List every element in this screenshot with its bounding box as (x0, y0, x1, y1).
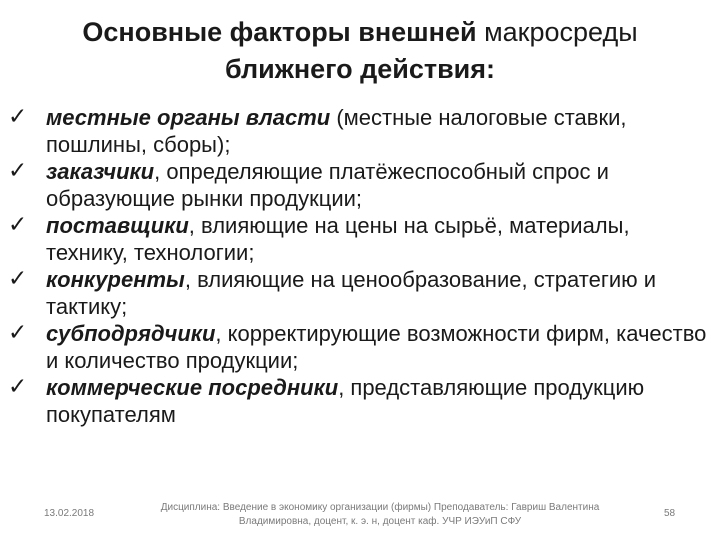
factor-description: , корректирующие возможности фирм, качество и количество продукции; (46, 321, 707, 373)
slide-title (40, 14, 680, 88)
list-item (8, 104, 708, 158)
factor-term: субподрядчики (46, 321, 216, 346)
slide-title-bold: Основные факторы внешней (82, 17, 477, 47)
factor-description: , представляющие продукцию покупателям (46, 375, 645, 427)
list-item (8, 374, 708, 428)
factor-term: местные органы власти (46, 105, 331, 130)
list-item (8, 266, 708, 320)
checkmark-icon: ✓ (8, 320, 28, 346)
list-item (8, 212, 708, 266)
factor-term: поставщики (46, 213, 189, 238)
factor-description: (местные налоговые ставки, пошлины, сборы); (46, 105, 627, 157)
factor-term: коммерческие посредники (46, 375, 339, 400)
factor-description: , влияющие на ценообразование, стратегию и тактику; (46, 267, 657, 319)
checkmark-icon: ✓ (8, 104, 28, 130)
checkmark-icon: ✓ (8, 212, 28, 238)
factor-term: заказчики (46, 159, 155, 184)
footer-date: 13.02.2018 (44, 508, 95, 519)
slide-title-line2: ближнего действия: (224, 54, 496, 84)
footer-page-number: 58 (664, 508, 676, 519)
checkmark-icon: ✓ (8, 158, 28, 184)
factor-term: конкуренты (46, 267, 185, 292)
list-item (8, 158, 708, 212)
factor-description: , определяющие платёжеспособный спрос и образующие рынки продукции; (46, 159, 609, 211)
list-item (8, 320, 708, 374)
factors-list (8, 104, 708, 428)
slide-footer (0, 496, 720, 536)
checkmark-icon: ✓ (8, 266, 28, 292)
slide-title-normal: макросреды (476, 17, 638, 47)
footer-course-info: Дисциплина: Введение в экономику организации (фирмы) Преподаватель: Гавриш Валентина Владимировна, доцент, к. э. н, доцент каф. УЧР ИЭУиП СФУ (160, 502, 600, 527)
factor-description: , влияющие на цены на сырьё, материалы, технику, технологии; (46, 213, 630, 265)
checkmark-icon: ✓ (8, 374, 28, 400)
